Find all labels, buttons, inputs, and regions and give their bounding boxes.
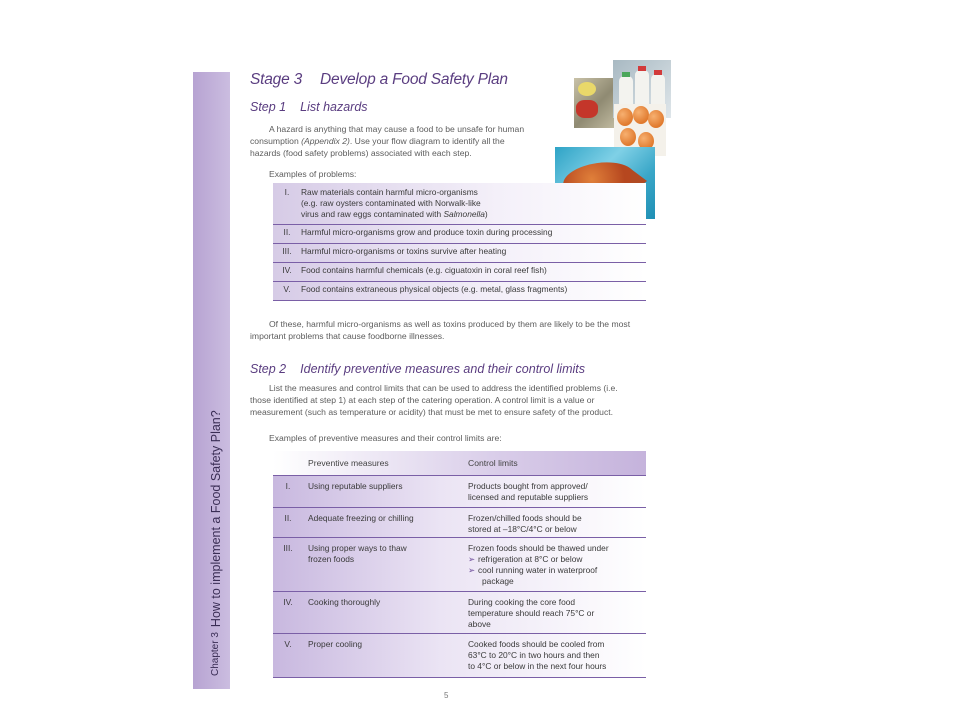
conclusion-line: important problems that cause foodborne illnesses. [250, 331, 445, 342]
row-number: II. [283, 227, 291, 237]
limit-line: Cooked foods should be cooled from [468, 639, 605, 649]
arrow-bullet-icon: ➢ [468, 554, 476, 564]
row-limits [468, 513, 646, 537]
table-row [273, 538, 646, 592]
row-text: Harmful micro-organisms grow and produce toxin during processing [301, 227, 553, 237]
row-text-line: ) [484, 209, 488, 219]
chapter-sidebar [193, 72, 230, 689]
egg-shape [620, 128, 636, 146]
table-row [273, 244, 646, 263]
stage-heading [250, 71, 508, 89]
row-number: III. [283, 543, 293, 553]
limit-bullet [468, 565, 642, 576]
table-row [273, 263, 646, 282]
row-limits [468, 639, 646, 677]
step2-intro-line: measurement (such as temperature or acidity) that must be met to ensure safety of the product. [250, 407, 614, 418]
step1-title: List hazards [300, 100, 368, 114]
limit-line: 63°C to 20°C in two hours and then [468, 650, 600, 660]
step2-title: Identify preventive measures and their control limits [300, 362, 585, 376]
limit-line: Frozen/chilled foods should be [468, 513, 582, 523]
header-limits: Control limits [468, 458, 518, 468]
problems-label: Examples of problems: [269, 169, 357, 179]
step2-heading [250, 362, 585, 376]
measure-line: frozen foods [308, 554, 355, 564]
row-measure: Using reputable suppliers [308, 481, 403, 491]
limit-line: stored at –18°C/4°C or below [468, 524, 577, 534]
step1-intro-line: A hazard is anything that may cause a food to be unsafe for human [269, 124, 525, 134]
row-number: IV. [282, 265, 292, 275]
table-row [273, 508, 646, 538]
limit-line: licensed and reputable suppliers [468, 492, 589, 502]
row-limits [468, 543, 646, 591]
step2-intro [250, 382, 618, 419]
limit-line: During cooking the core food [468, 597, 576, 607]
step1-heading [250, 100, 368, 114]
measures-label: Examples of preventive measures and their control limits are: [269, 433, 502, 443]
row-number: I. [285, 481, 291, 491]
header-measures: Preventive measures [308, 458, 389, 468]
chapter-title: How to implement a Food Safety Plan? [208, 410, 223, 628]
table-row [273, 476, 646, 508]
row-measure: Proper cooling [308, 639, 363, 649]
row-measure [303, 543, 468, 591]
row-text-line: Raw materials contain harmful micro-organisms [301, 187, 478, 197]
stage-number: Stage 3 [250, 71, 303, 88]
step1-intro [250, 123, 524, 160]
tomato-shape [576, 100, 598, 118]
chapter-sidebar-label [197, 67, 234, 684]
limit-line: to 4°C or below in the next four hours [468, 661, 607, 671]
step2-intro-line: List the measures and control limits that can be used to address the identified problems (i.e. [269, 383, 618, 393]
step2-intro-line: those identified at step 1) at each step of the catering operation. A control limit is a value or [250, 395, 595, 406]
step1-number: Step 1 [250, 100, 287, 114]
table-header-row [273, 451, 646, 476]
salmonella-italic: Salmonella [443, 209, 485, 219]
step2-number: Step 2 [250, 362, 287, 376]
table-row [273, 225, 646, 244]
egg-shape [617, 108, 633, 126]
limit-line: temperature should reach 75°C or [468, 608, 595, 618]
row-limits [468, 481, 646, 507]
row-number: III. [282, 246, 292, 256]
row-number: I. [284, 187, 290, 197]
row-number: II. [284, 513, 292, 523]
limit-bullet [468, 554, 642, 565]
egg-shape [633, 106, 649, 124]
bullet-continuation: package [482, 576, 514, 586]
row-text: Food contains extraneous physical objects (e.g. metal, glass fragments) [301, 284, 568, 294]
problems-table [273, 183, 646, 301]
row-number: V. [283, 284, 291, 294]
table-row [273, 634, 646, 678]
conclusion-line: Of these, harmful micro-organisms as well as toxins produced by them are likely to be the most [269, 319, 631, 329]
limit-line: above [468, 619, 491, 629]
lemon-shape [578, 82, 596, 96]
row-number: IV. [283, 597, 293, 607]
limit-line: Products bought from approved/ [468, 481, 588, 491]
appendix-ref: (Appendix 2) [301, 136, 350, 147]
row-measure: Cooking thoroughly [308, 597, 381, 607]
step1-intro-line: . Use your flow diagram to identify all the [349, 136, 505, 147]
step1-intro-line: consumption [250, 136, 302, 147]
step1-intro-line: hazards (food safety problems) associated with each step. [250, 148, 472, 159]
stage-title: Develop a Food Safety Plan [320, 71, 508, 88]
step1-conclusion [250, 318, 630, 342]
measures-table [273, 451, 646, 678]
row-text [301, 187, 646, 220]
bullet-text: refrigeration at 8°C or below [478, 554, 583, 564]
page-number: 5 [444, 691, 449, 700]
bullet-text: cool running water in waterproof [478, 565, 598, 575]
table-row [273, 183, 646, 225]
row-text: Food contains harmful chemicals (e.g. ciguatoxin in coral reef fish) [301, 265, 547, 275]
row-text-line: (e.g. raw oysters contaminated with Norwalk-like [301, 198, 481, 208]
row-text-line: virus and raw eggs contaminated with [301, 209, 444, 219]
limit-line: Frozen foods should be thawed under [468, 543, 609, 553]
arrow-bullet-icon: ➢ [468, 565, 476, 575]
row-measure: Adequate freezing or chilling [308, 513, 414, 523]
table-row [273, 592, 646, 634]
row-number: V. [284, 639, 292, 649]
row-limits [468, 597, 646, 633]
measure-line: Using proper ways to thaw [308, 543, 407, 553]
row-text: Harmful micro-organisms or toxins survive after heating [301, 246, 507, 256]
egg-shape [648, 110, 664, 128]
chapter-number: Chapter 3 [210, 632, 221, 676]
table-row [273, 282, 646, 301]
